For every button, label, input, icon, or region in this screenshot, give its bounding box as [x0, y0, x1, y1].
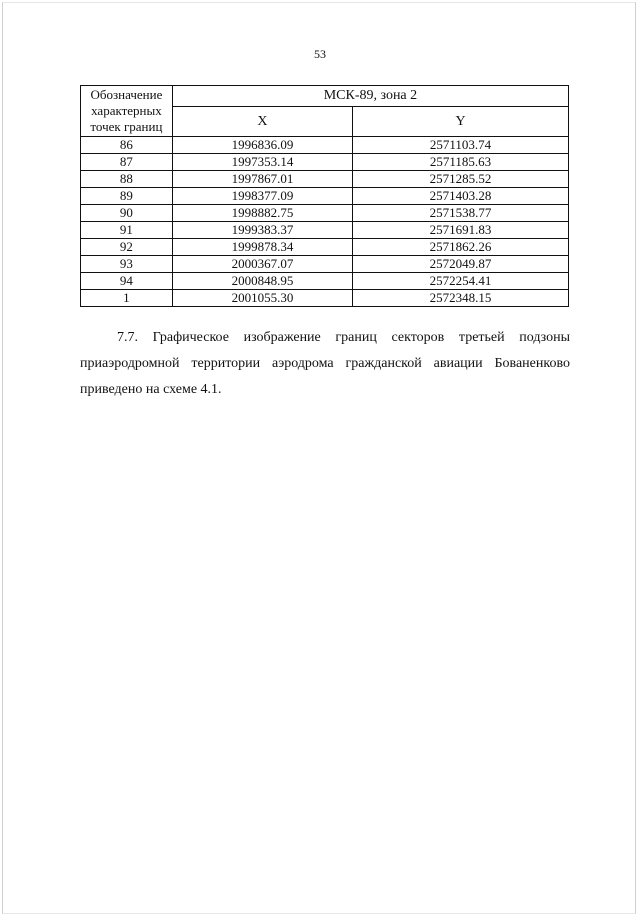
y-cell: 2571862.26 — [353, 239, 569, 256]
point-cell: 94 — [81, 273, 173, 290]
y-cell: 2571285.52 — [353, 171, 569, 188]
x-cell: 2000367.07 — [172, 256, 352, 273]
point-cell: 89 — [81, 188, 173, 205]
x-cell: 1996836.09 — [172, 137, 352, 154]
y-cell: 2572254.41 — [353, 273, 569, 290]
x-cell: 1999383.37 — [172, 222, 352, 239]
x-cell: 1997867.01 — [172, 171, 352, 188]
x-cell: 2000848.95 — [172, 273, 352, 290]
header-point-designation — [81, 86, 173, 137]
point-cell: 93 — [81, 256, 173, 273]
paragraph-line: 7.7. Графическое изображение границ секторов третьей подзоны — [117, 330, 570, 345]
table-row — [81, 205, 569, 222]
table-row — [81, 222, 569, 239]
point-cell: 87 — [81, 154, 173, 171]
table-row — [81, 171, 569, 188]
y-cell: 2571691.83 — [353, 222, 569, 239]
header-x: X — [172, 107, 352, 137]
x-cell: 1997353.14 — [172, 154, 352, 171]
point-cell: 88 — [81, 171, 173, 188]
table-row — [81, 290, 569, 307]
header-designation-line: точек границ — [90, 119, 163, 134]
table-row — [81, 137, 569, 154]
point-cell: 92 — [81, 239, 173, 256]
point-cell: 91 — [81, 222, 173, 239]
header-designation-line: Обозначение — [90, 87, 163, 102]
y-cell: 2572049.87 — [353, 256, 569, 273]
point-cell: 86 — [81, 137, 173, 154]
table-row — [81, 188, 569, 205]
y-cell: 2571185.63 — [353, 154, 569, 171]
x-cell: 1999878.34 — [172, 239, 352, 256]
x-cell: 1998377.09 — [172, 188, 352, 205]
y-cell: 2571103.74 — [353, 137, 569, 154]
paragraph-line: приаэродромной территории аэродрома гражданской авиации Бованенково — [80, 356, 570, 371]
x-cell: 1998882.75 — [172, 205, 352, 222]
body-paragraph — [80, 325, 570, 403]
y-cell: 2572348.15 — [353, 290, 569, 307]
table-row — [81, 239, 569, 256]
coordinates-table — [80, 85, 569, 307]
header-y: Y — [353, 107, 569, 137]
y-cell: 2571403.28 — [353, 188, 569, 205]
table-row — [81, 273, 569, 290]
table-row — [81, 154, 569, 171]
point-cell: 90 — [81, 205, 173, 222]
table-row — [81, 256, 569, 273]
y-cell: 2571538.77 — [353, 205, 569, 222]
page-number: 53 — [314, 47, 326, 61]
header-designation-line: характерных — [91, 103, 162, 118]
paragraph-line: приведено на схеме 4.1. — [80, 382, 222, 397]
point-cell: 1 — [81, 290, 173, 307]
x-cell: 2001055.30 — [172, 290, 352, 307]
header-coordinate-system: МСК-89, зона 2 — [172, 86, 568, 107]
